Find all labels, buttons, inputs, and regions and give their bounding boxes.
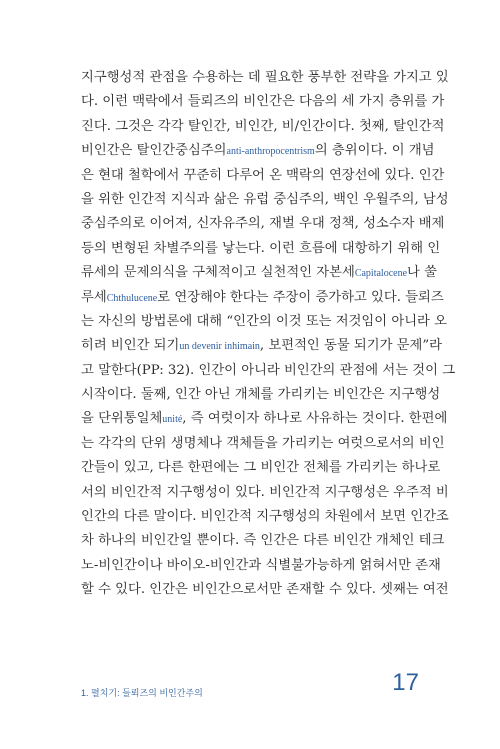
foreign-term-gloss: Chthulucene — [106, 292, 158, 304]
text-line — [81, 310, 447, 334]
foreign-term-gloss: un devenir inhimain — [179, 341, 260, 353]
line-text-continued: 나 쑬 — [407, 265, 437, 281]
line-text: 할 수 있다. 인간은 비인간으로서만 존재할 수 있다. 셋째는 여전 — [81, 582, 449, 598]
line-text: 시작이다. 둘째, 인간 아닌 개체를 가리키는 비인간은 지구행성 — [81, 387, 441, 403]
text-line — [81, 90, 445, 114]
text-line — [81, 554, 441, 578]
line-text: 비인간은 탈인간중심주의 — [81, 143, 227, 159]
line-text: 을 단위통일체 — [81, 411, 163, 427]
line-text-continued: 로 연장해야 한다는 주장이 증가하고 있다. 들뢰즈 — [157, 289, 444, 305]
text-line — [81, 164, 445, 188]
line-text: 지구행성적 관점을 수용하는 데 필요한 풍부한 전략을 가지고 있 — [81, 70, 449, 85]
line-text: 다. 이런 맥락에서 들뢰즈의 비인간은 다음의 세 가지 층위를 가 — [81, 94, 445, 110]
text-line — [81, 505, 449, 529]
text-line — [81, 66, 449, 90]
text-line — [81, 334, 442, 358]
text-line — [81, 407, 448, 431]
text-line — [81, 481, 449, 505]
text-line — [81, 115, 445, 139]
line-text: 서의 비인간적 지구행성이 있다. 비인간적 지구행성은 우주적 비 — [81, 484, 449, 500]
line-text: 노-비인간이나 바이오-비인간과 식별불가능하게 얽혀서만 존재 — [81, 557, 441, 573]
line-text: 루세 — [81, 289, 107, 305]
text-line — [81, 212, 445, 236]
running-footer-chapter: 1. 펼치기: 들뢰즈의 비인간주의 — [81, 688, 203, 698]
line-text: 진다. 그것은 각각 탈인간, 비인간, 비/인간이다. 첫째, 탈인간적 — [81, 118, 445, 134]
line-text: 중심주의로 이어져, 신자유주의, 재벌 우대 정책, 성소수자 배제 — [81, 216, 445, 232]
line-text-continued: , 즉 여럿이자 하나로 사유하는 것이다. 한편에 — [182, 411, 448, 427]
line-text: 간들이 있고, 다른 한편에는 그 비인간 전체를 가리키는 하나로 — [81, 460, 441, 476]
line-text: 고 말한다(PP: 32). 인간이 아니라 비인간의 관점에 서는 것이 그 — [81, 362, 456, 378]
text-line — [81, 188, 449, 212]
line-text: 는 자신의 방법론에 대해 “인간의 이것 또는 저것임이 아니라 오 — [81, 313, 447, 329]
foreign-term-gloss: unité — [162, 414, 183, 426]
line-text-continued: 의 층위이다. 이 개념 — [314, 143, 435, 159]
text-line — [81, 286, 444, 310]
text-line — [81, 261, 437, 285]
line-text: 차 하나의 비인간일 뿐이다. 즉 인간은 다른 비인간 개체인 테크 — [81, 533, 445, 549]
line-text: 히려 비인간 되기 — [81, 338, 180, 354]
line-text: 인간의 다른 말이다. 비인간적 지구행성의 차원에서 보면 인간조 — [81, 509, 449, 525]
line-text: 류세의 문제의식을 구체적이고 실천적인 자본세 — [81, 265, 355, 281]
page-body — [81, 66, 456, 603]
text-line — [81, 359, 456, 383]
foreign-term-gloss: anti-anthropocentrism — [226, 146, 315, 158]
text-line — [81, 139, 433, 163]
line-text: 은 현대 철학에서 꾸준히 다루어 온 맥락의 연장선에 있다. 인간 — [81, 167, 445, 183]
foreign-term-gloss: Capitalocene — [354, 268, 408, 280]
line-text-continued: , 보편적인 동물 되기가 문제”라 — [259, 338, 442, 354]
text-line — [81, 237, 441, 261]
text-line — [81, 578, 449, 602]
line-text: 을 위한 인간적 지식과 삶은 유럽 중심주의, 백인 우월주의, 남성 — [81, 191, 449, 207]
line-text: 는 각각의 단위 생명체나 객체들을 가리키는 여럿으로서의 비인 — [81, 435, 445, 451]
page-number: 17 — [392, 669, 419, 696]
text-line — [81, 529, 445, 553]
text-line — [81, 432, 445, 456]
line-text: 등의 변형된 차별주의를 낳는다. 이런 흐름에 대항하기 위해 인 — [81, 240, 441, 256]
text-line — [81, 456, 441, 480]
text-line — [81, 383, 441, 407]
